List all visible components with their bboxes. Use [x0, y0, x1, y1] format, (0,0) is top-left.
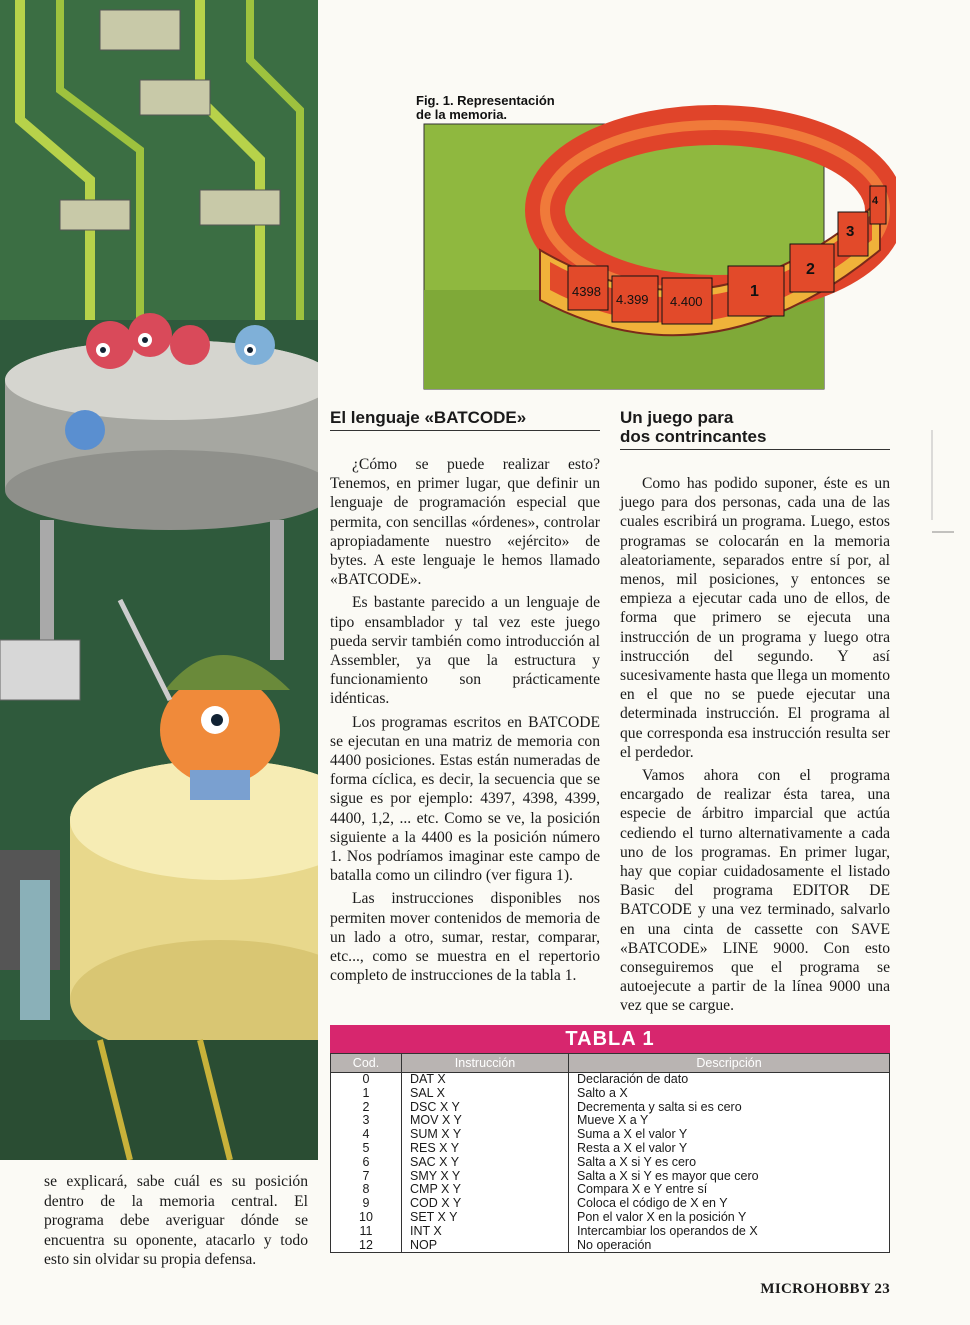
section-batcode-paragraph: ¿Cómo se puede realizar esto? Tenemos, en primer lugar, que definir un lenguaje de programación especial que permita, con sencillas «órdenes», controlar apropiadamente nuestro «ejército» de bytes. A este lenguaje le hemos llamado «BATCODE».	[330, 456, 600, 589]
cell-cod: 6	[331, 1156, 402, 1170]
cell-instruccion: MOV X Y	[402, 1114, 569, 1128]
table-row	[331, 1073, 890, 1087]
table-row	[331, 1183, 890, 1197]
table-header-row	[331, 1054, 890, 1073]
section-juego-heading-line1: Un juego para	[620, 408, 734, 427]
cell-instruccion: RES X Y	[402, 1142, 569, 1156]
cell-1: 1	[750, 283, 759, 300]
table-row	[331, 1114, 890, 1128]
cell-instruccion: SMY X Y	[402, 1170, 569, 1184]
cell-instruccion: SAC X Y	[402, 1156, 569, 1170]
cell-cod: 1	[331, 1087, 402, 1101]
page-footer: MICROHOBBY 23	[760, 1281, 890, 1297]
cell-cod: 4	[331, 1128, 402, 1142]
table-row	[331, 1156, 890, 1170]
cell-descripcion: Salto a X	[569, 1087, 890, 1101]
section-batcode-paragraph: Las instrucciones disponibles nos permiten mover contenidos de memoria de un lado a otro, sumar, restar, comparar, etc..., como se muestra en el repertorio completo de instrucciones de la tabla 1.	[330, 890, 600, 985]
cell-instruccion: CMP X Y	[402, 1183, 569, 1197]
section-juego-paragraph: Vamos ahora con el programa encargado de realizar ésta tarea, una especie de árbitro imparcial que actúa cediendo el turno alternativamente a cada uno de los programas. En primer lugar, hay que copiar cuidadosamente el listado Basic del programa EDITOR DE BATCODE y una vez terminado, salvarlo en una cinta de cassette con SAVE «BATCODE» LINE 9000. Con esto conseguiremos que el programa se autoejecute a partir de la línea 9000 una vez que se cargue.	[620, 767, 890, 1015]
section-batcode-paragraph: Es bastante parecido a un lenguaje de tipo ensamblador y tal vez este juego pueda servir también como introducción al Assembler, ya que la estructura y funcionamiento son prácticamente idénticas.	[330, 594, 600, 708]
cell-descripcion: Salta a X si Y es cero	[569, 1156, 890, 1170]
cell-descripcion: Decrementa y salta si es cero	[569, 1101, 890, 1115]
section-batcode	[330, 408, 600, 989]
figure-caption-line2: de la memoria.	[416, 107, 508, 122]
cell-4: 4	[872, 195, 879, 207]
cell-cod: 3	[331, 1114, 402, 1128]
cell-cod: 5	[331, 1142, 402, 1156]
cell-descripcion: Mueve X a Y	[569, 1114, 890, 1128]
cell-descripcion: Intercambiar los operandos de X	[569, 1225, 890, 1239]
figure-memory-ring	[410, 90, 896, 390]
cell-cod: 7	[331, 1170, 402, 1184]
column-header-cod: Cod.	[331, 1054, 402, 1073]
section-juego-paragraph: Como has podido suponer, éste es un juego para dos personas, cada una de las cuales escribirá un programa. Luego, estos programas se colocarán en la memoria aleatoriamente, separados entre sí por, al menos, mil posiciones, y entonces se empieza a ejecutar cada uno de ellos, de forma que primero se ejecuta una instrucción de un programa y luego otra instrucción del segundo. Y así sucesivamente hasta que llega un momento en el que no se puede ejecutar una determinada instrucción. El programa al que corresponda esa instrucción resulta ser el perdedor.	[620, 475, 890, 761]
cell-cod: 2	[331, 1101, 402, 1115]
cell-instruccion: SUM X Y	[402, 1128, 569, 1142]
table-row	[331, 1211, 890, 1225]
table-row	[331, 1170, 890, 1184]
continuation-paragraph: se explicará, sabe cuál es su posición dentro de la memoria central. El programa debe averiguar dónde se encuentra su oponente, atacarlo y todo esto sin olvidar su propia defensa.	[44, 1173, 308, 1268]
cell-4399: 4.399	[616, 292, 649, 307]
cell-4400: 4.400	[670, 294, 703, 309]
cell-descripcion: No operación	[569, 1239, 890, 1253]
table-row	[331, 1087, 890, 1101]
section-batcode-heading: El lenguaje «BATCODE»	[330, 408, 600, 431]
cell-cod: 10	[331, 1211, 402, 1225]
cell-cod: 0	[331, 1073, 402, 1087]
cell-cod: 12	[331, 1239, 402, 1253]
table-body	[331, 1073, 890, 1253]
table-row	[331, 1128, 890, 1142]
table-row	[331, 1239, 890, 1253]
cell-instruccion: SAL X	[402, 1087, 569, 1101]
cell-instruccion: INT X	[402, 1225, 569, 1239]
column-header-descripcion: Descripción	[569, 1054, 890, 1073]
cell-instruccion: DAT X	[402, 1073, 569, 1087]
section-juego	[620, 408, 890, 1020]
table-title: TABLA 1	[330, 1025, 890, 1053]
table-row	[331, 1142, 890, 1156]
table-row	[331, 1225, 890, 1239]
cell-cod: 8	[331, 1183, 402, 1197]
cover-illustration	[0, 0, 318, 1160]
cell-descripcion: Compara X e Y entre sí	[569, 1183, 890, 1197]
section-juego-heading-line2: dos contrincantes	[620, 427, 767, 446]
table-row	[331, 1101, 890, 1115]
cell-instruccion: COD X Y	[402, 1197, 569, 1211]
column-header-instruccion: Instrucción	[402, 1054, 569, 1073]
cell-descripcion: Declaración de dato	[569, 1073, 890, 1087]
cell-3: 3	[846, 223, 855, 240]
instruction-table	[330, 1025, 890, 1253]
cell-instruccion: NOP	[402, 1239, 569, 1253]
memory-ring-diagram	[410, 90, 896, 390]
cell-descripcion: Resta a X el valor Y	[569, 1142, 890, 1156]
cell-2: 2	[806, 261, 815, 278]
figure-caption	[416, 94, 576, 122]
cell-cod: 9	[331, 1197, 402, 1211]
cell-4398: 4398	[572, 284, 601, 299]
cell-instruccion: DSC X Y	[402, 1101, 569, 1115]
instruction-table-grid	[330, 1053, 890, 1253]
cell-descripcion: Pon el valor X en la posición Y	[569, 1211, 890, 1225]
illustration-art	[0, 0, 318, 1160]
cell-instruccion: SET X Y	[402, 1211, 569, 1225]
section-batcode-paragraph: Los programas escritos en BATCODE se ejecutan en una matriz de memoria con 4400 posiciones. Estas están numeradas de forma cíclica, es decir, la secuencia que se sigue es por ejemplo: 4397, 4398, 4399, 4400, 1,2, ... etc. Como se ve, la posición siguiente a la 4400 es la posición número 1. Nos podríamos imaginar este campo de batalla como un cilindro (ver figura 1).	[330, 713, 600, 885]
cell-descripcion: Salta a X si Y es mayor que cero	[569, 1170, 890, 1184]
figure-caption-line1: Fig. 1. Representación	[416, 93, 555, 108]
cell-cod: 11	[331, 1225, 402, 1239]
cell-descripcion: Suma a X el valor Y	[569, 1128, 890, 1142]
section-juego-heading	[620, 408, 890, 450]
page-edge-marks	[928, 420, 958, 540]
cell-descripcion: Coloca el código de X en Y	[569, 1197, 890, 1211]
table-row	[331, 1197, 890, 1211]
